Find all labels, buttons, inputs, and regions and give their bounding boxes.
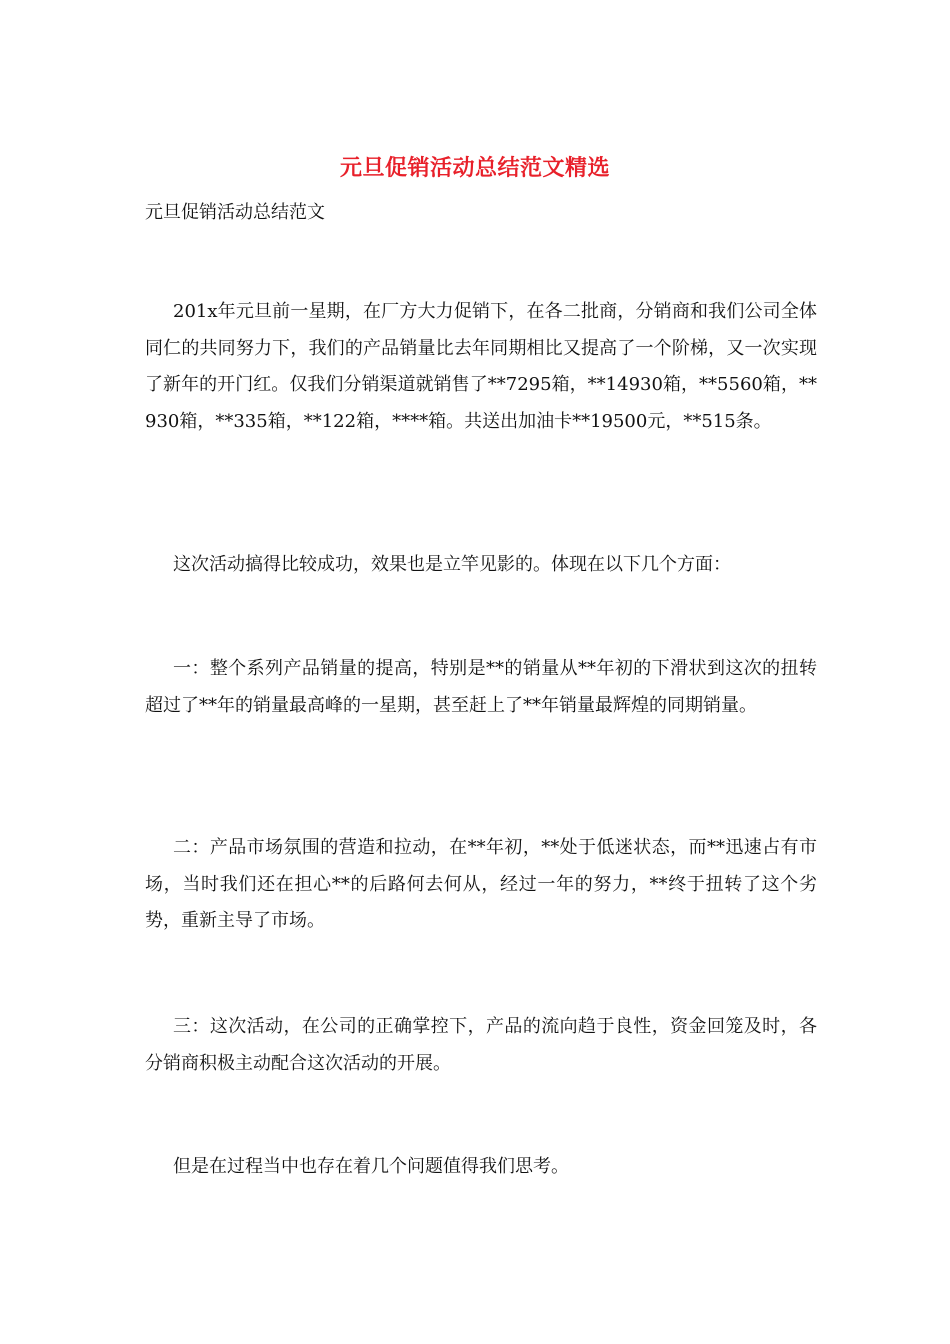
paragraph-effect-intro: 这次活动搞得比较成功，效果也是立竿见影的。体现在以下几个方面： (173, 554, 731, 575)
paragraph-point-two: 二：产品市场氛围的营造和拉动，在**年初，**处于低迷状态，而**迅速占有市场，当时我们还在担心**的后路何去何从，经过一年的努力，**终于扭转了这个劣势，重新主导了市场。 (145, 837, 817, 931)
paragraph-problems-intro: 但是在过程当中也存在着几个问题值得我们思考。 (173, 1156, 569, 1177)
document-title: 元旦促销活动总结范文精选 (339, 155, 610, 181)
paragraph-point-three: 三：这次活动，在公司的正确掌控下，产品的流向趋于良性，资金回笼及时，各分销商积极主动配合这次活动的开展。 (145, 1016, 817, 1074)
paragraph-point-one: 一：整个系列产品销量的提高，特别是**的销量从**年初的下滑状到这次的扭转超过了**年的销量最高峰的一星期，甚至赶上了**年销量最辉煌的同期销量。 (145, 658, 817, 716)
paragraph-sales-summary: 201x年元旦前一星期，在厂方大力促销下，在各二批商，分销商和我们公司全体同仁的共同努力下，我们的产品销量比去年同期相比又提高了一个阶梯，又一次实现了新年的开门红。仅我们分销渠道就销售了**7295箱，**14930箱，**5560箱，**930箱，**335箱，**122箱，****箱。共送出加油卡**19500元，**515条。 (145, 301, 817, 432)
document-subtitle: 元旦促销活动总结范文 (145, 202, 325, 223)
